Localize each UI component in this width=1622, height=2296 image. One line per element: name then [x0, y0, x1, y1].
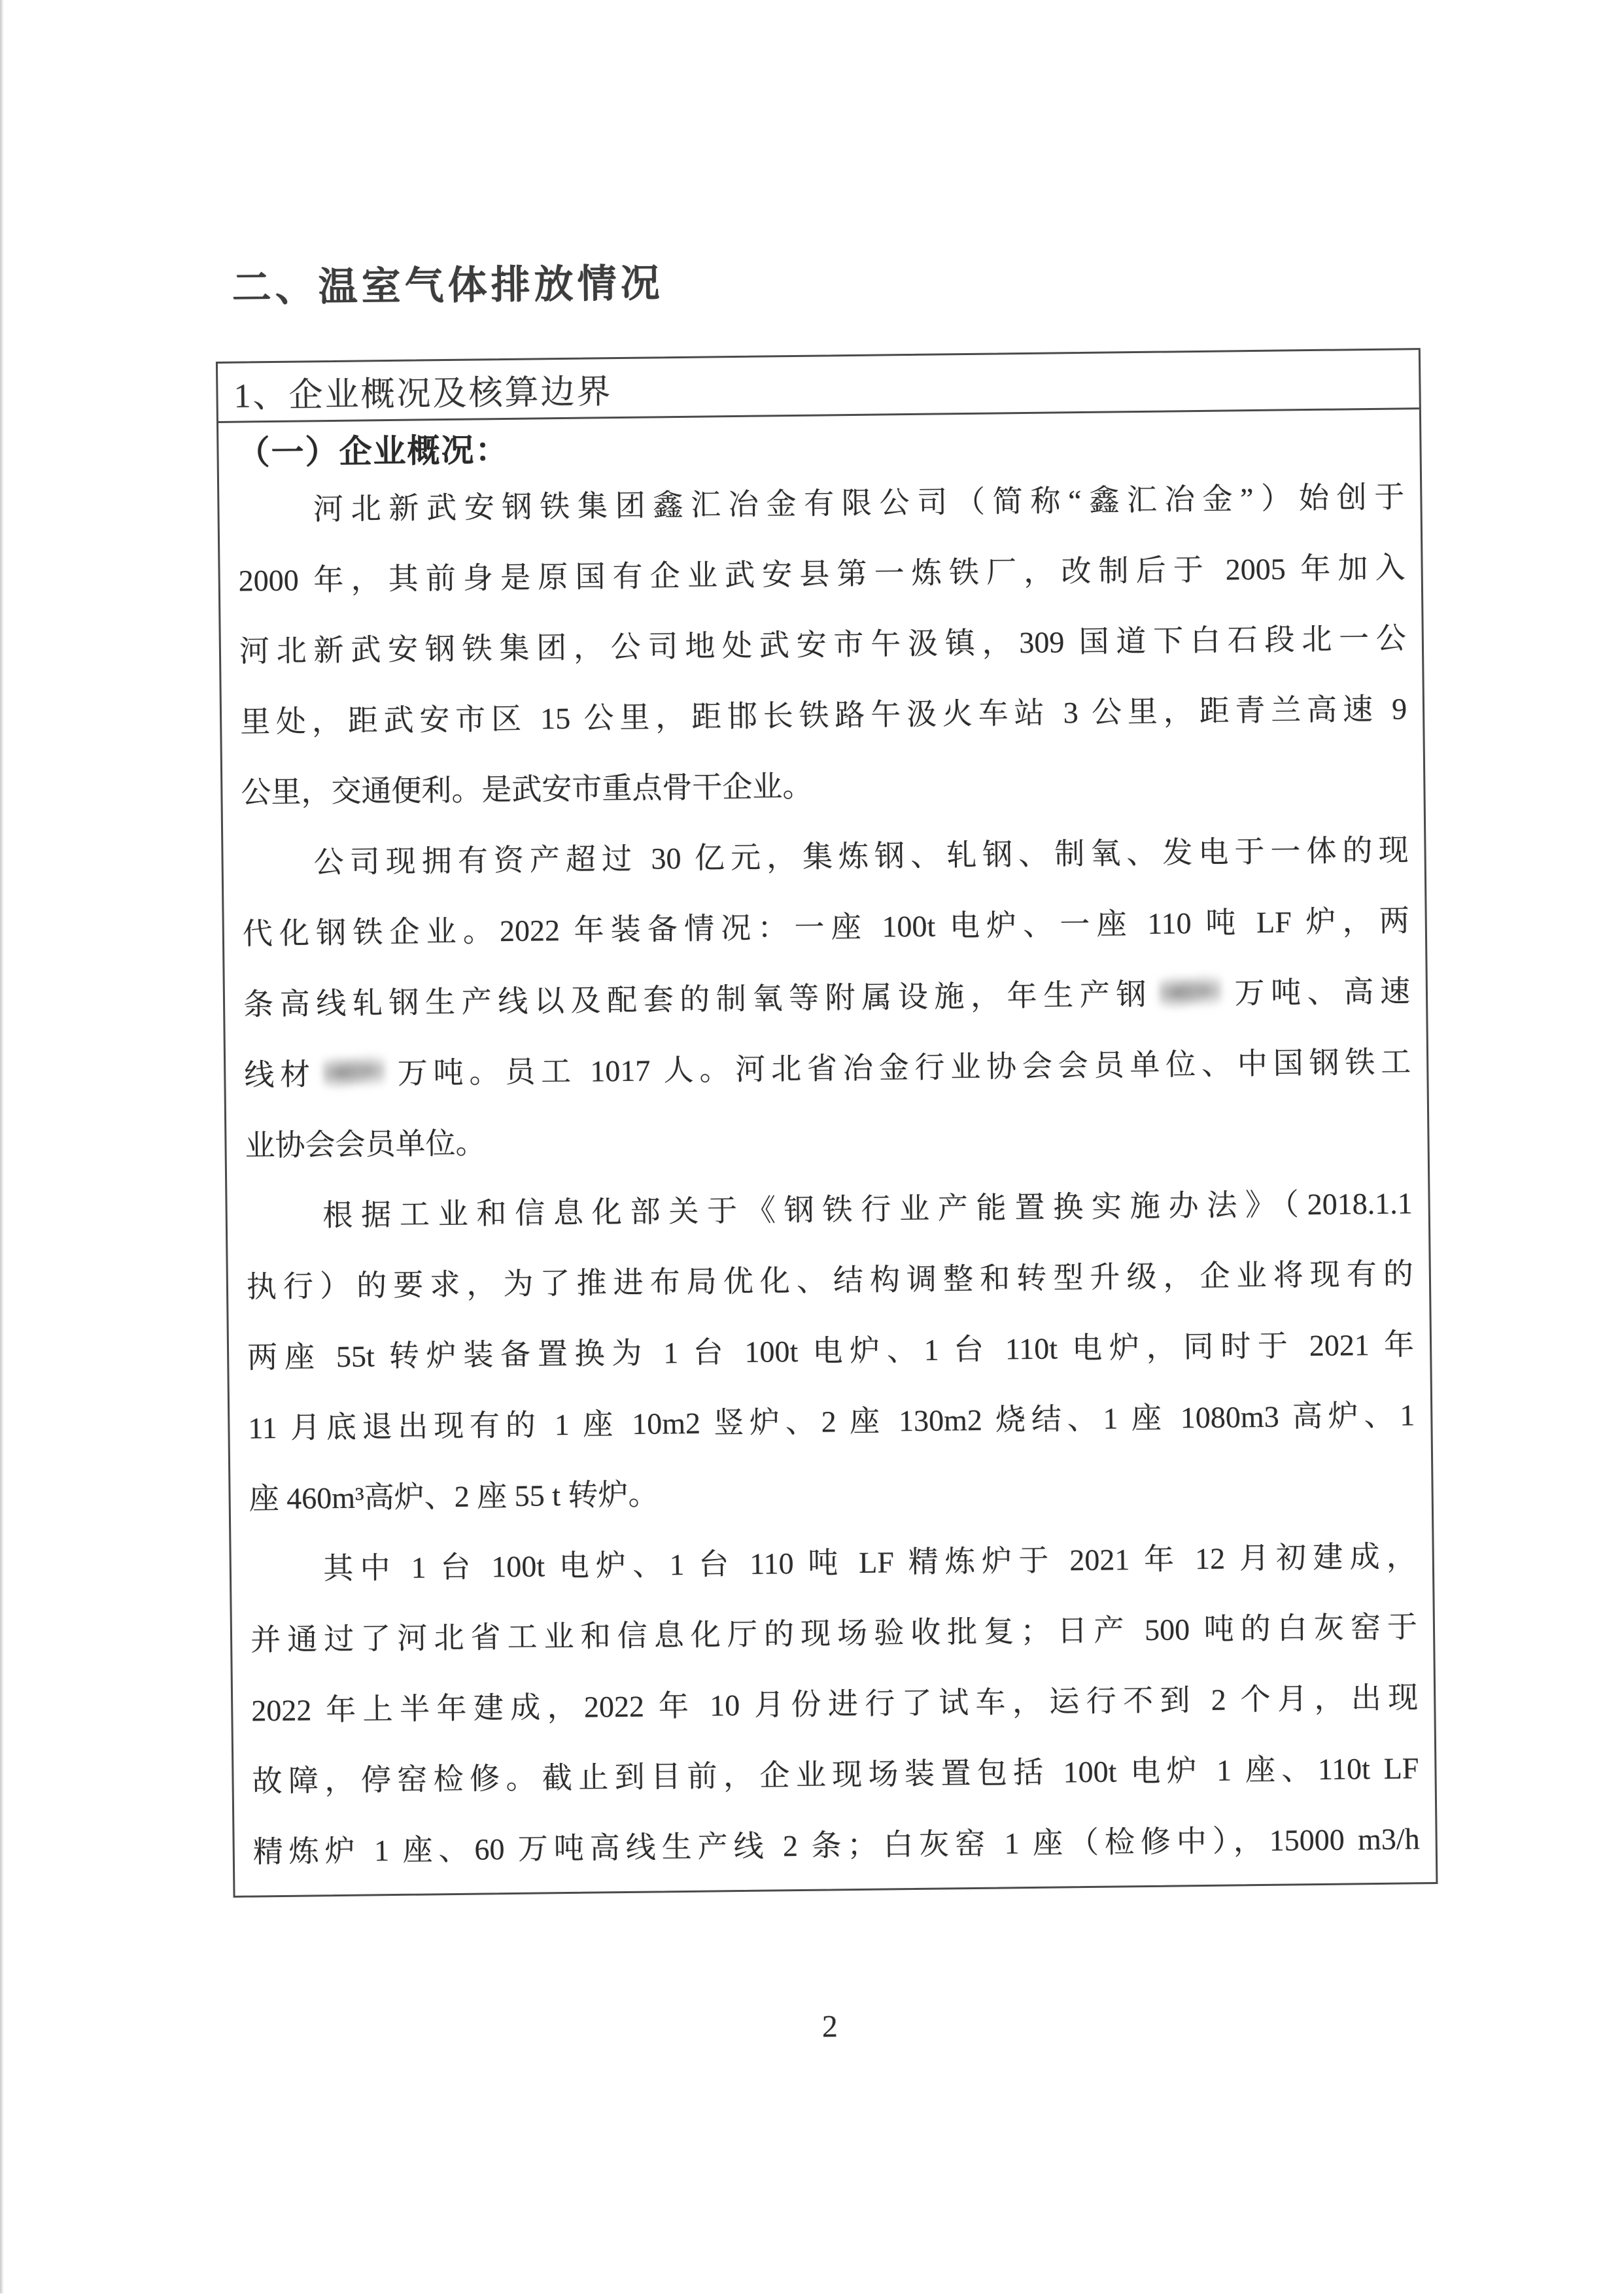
text-line: 并通过了河北省工业和信息化厅的现场验收批复；日产 500 吨的白灰窑于 — [250, 1610, 1418, 1657]
page-number: 2 — [821, 2009, 838, 2044]
box-header-title: 1、企业概况及核算边界 — [233, 373, 613, 415]
redacted-blur — [322, 1051, 386, 1092]
text-line: 根据工业和信息化部关于《钢铁行业产能置换实施办法》（2018.1.1 — [245, 1186, 1413, 1233]
text-line: 公司现拥有资产超过 30 亿元，集炼钢、轧钢、制氧、发电于一体的现 — [241, 833, 1409, 880]
section-heading: 二、温室气体排放情况 — [232, 261, 664, 310]
text-line: 代化钢铁企业。2022 年装备情况：一座 100t 电炉、一座 110 吨 LF 炉，两 — [242, 904, 1410, 951]
company-overview-box — [216, 348, 1438, 1898]
text-line: 公里，交通便利。是武安市重点骨干企业。 — [241, 769, 813, 810]
text-line: 河北新武安钢铁集团鑫汇冶金有限公司（简称“鑫汇冶金”）始创于 — [237, 480, 1405, 527]
text-segment: 条高线轧钢生产线以及配套的制氧等附属设施，年生产钢 — [243, 977, 1153, 1021]
text-segment: 万吨、高速 — [1228, 974, 1411, 1010]
text-segment: 万吨。员工 1017 人。河北省冶金行业协会会员单位、中国钢铁工 — [391, 1045, 1411, 1091]
text-line: 座 460m³高炉、2 座 55 t 转炉。 — [249, 1477, 659, 1516]
scan-edge-artifact — [0, 0, 4, 2293]
text-line-with-redaction — [243, 956, 1410, 1040]
text-line: 里处，距武安市区 15 公里，距邯长铁路午汲火车站 3 公里，距青兰高速 9 — [239, 692, 1407, 739]
text-line: 11 月底退出现有的 1 座 10m2 竖炉、2 座 130m2 烧结、1 座 1080m3 高炉、1 — [248, 1398, 1415, 1445]
text-line: 河北新武安钢铁集团，公司地处武安市午汲镇，309 国道下白石段北一公 — [239, 621, 1407, 668]
text-line: 2000 年，其前身是原国有企业武安县第一炼铁厂，改制后于 2005 年加入 — [238, 551, 1406, 598]
subsection-title: （一）企业概况： — [237, 431, 509, 471]
text-line: 故障，停窑检修。截止到目前，企业现场装置包括 100t 电炉 1 座、110t LF — [252, 1751, 1419, 1798]
text-line: 其中 1 台 100t 电炉、1 台 110 吨 LF 精炼炉于 2021 年 12 月初建成， — [249, 1539, 1417, 1586]
box-body — [218, 409, 1436, 1896]
text-line: 业协会会员单位。 — [245, 1126, 486, 1163]
text-line: 2022 年上半年建成，2022 年 10 月份进行了试车，运行不到 2 个月，出现 — [251, 1681, 1419, 1728]
text-line: 两座 55t 转炉装备置换为 1 台 100t 电炉、1 台 110t 电炉，同时于 2021 年 — [247, 1328, 1415, 1375]
redacted-blur — [1159, 971, 1222, 1012]
text-line: 精炼炉 1 座、60 万吨高线生产线 2 条；白灰窑 1 座（检修中），15000 m3/h — [252, 1822, 1420, 1869]
text-line-with-redaction — [244, 1027, 1411, 1110]
text-segment: 线材 — [244, 1057, 317, 1092]
text-line: 执行）的要求，为了推进布局优化、结构调整和转型升级，企业将现有的 — [246, 1257, 1414, 1304]
